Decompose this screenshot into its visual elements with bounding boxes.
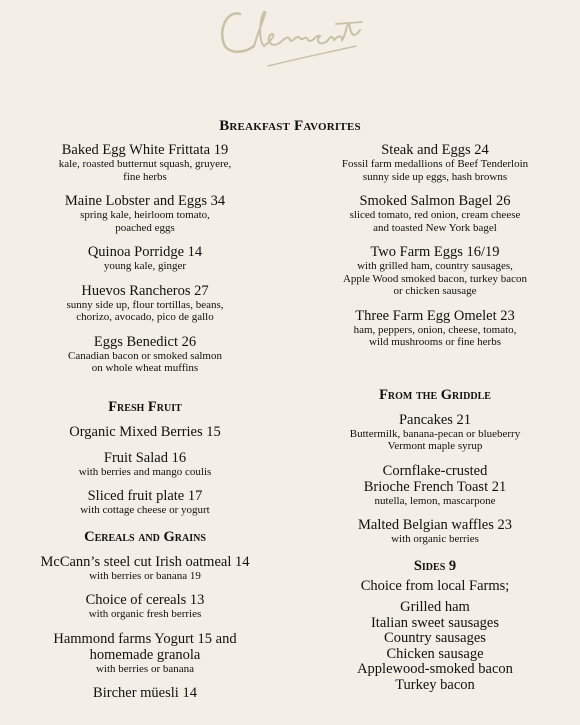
- item-desc: young kale, ginger: [103, 260, 187, 272]
- item-desc: or chicken sausage: [393, 285, 477, 297]
- item-desc: chorizo, avocado, pico de gallo: [76, 311, 214, 323]
- menu-item: [290, 308, 580, 349]
- menu-item: [0, 450, 290, 479]
- griddle-heading: From the Griddle: [379, 386, 491, 403]
- cereals-heading: Cereals and Grains: [84, 528, 206, 545]
- side-item: Country sausages: [384, 630, 486, 646]
- sides-heading: Sides 9: [413, 557, 457, 574]
- menu-item: [0, 334, 290, 375]
- menu-item: [0, 424, 290, 440]
- left-column: [0, 142, 290, 711]
- menu-item: [290, 412, 580, 453]
- side-item: Applewood-smoked bacon: [357, 661, 513, 677]
- item-name: Hammond farms Yogurt 15 and homemade granola: [53, 630, 237, 663]
- item-name: Bircher müesli 14: [93, 685, 197, 701]
- item-desc: wild mushrooms or fine herbs: [369, 336, 501, 348]
- item-desc: ham, peppers, onion, cheese, tomato,: [353, 323, 517, 336]
- item-name: Maine Lobster and Eggs 34: [64, 193, 226, 209]
- item-desc: kale, roasted butternut squash, gruyere,: [58, 158, 232, 170]
- clement-logo: [210, 0, 370, 72]
- item-name: Steak and Eggs 24: [381, 142, 489, 158]
- menu-item: [0, 631, 290, 676]
- item-desc: with berries or banana: [95, 662, 195, 675]
- item-name: Organic Mixed Berries 15: [69, 423, 221, 440]
- item-desc: with grilled ham, country sausages,: [357, 260, 513, 272]
- item-name: Three Farm Egg Omelet 23: [355, 307, 515, 324]
- item-desc: nutella, lemon, mascarpone: [374, 494, 496, 507]
- menu-item: [290, 142, 580, 183]
- item-name: Smoked Salmon Bagel 26: [359, 193, 511, 209]
- item-desc: sliced tomato, red onion, cream cheese: [349, 209, 521, 221]
- item-name: Fruit Salad 16: [103, 449, 187, 466]
- fresh-fruit-heading: Fresh Fruit: [108, 398, 182, 415]
- item-desc: with cottage cheese or yogurt: [80, 504, 210, 516]
- item-name: Cornflake-crusted Brioche French Toast 21: [363, 462, 507, 495]
- item-desc: with berries and mango coulis: [78, 465, 212, 478]
- item-desc: and toasted New York bagel: [373, 221, 497, 234]
- item-desc: Canadian bacon or smoked salmon: [68, 349, 222, 362]
- side-item: Italian sweet sausages: [370, 614, 500, 631]
- item-desc: with organic fresh berries: [88, 608, 202, 620]
- menu-item: [0, 244, 290, 273]
- menu-item: [290, 517, 580, 546]
- item-desc: Apple Wood smoked bacon, turkey bacon: [342, 272, 528, 285]
- side-item: Grilled ham: [400, 599, 470, 615]
- right-column: [290, 142, 580, 693]
- side-item: Turkey bacon: [395, 676, 475, 693]
- item-desc: Fossil farm medallions of Beef Tenderloin: [341, 158, 529, 170]
- breakfast-favorites-heading: Breakfast Favorites: [219, 118, 361, 134]
- item-desc: Vermont maple syrup: [387, 440, 483, 452]
- item-name: McCann’s steel cut Irish oatmeal 14: [40, 553, 250, 570]
- item-name: Pancakes 21: [398, 411, 472, 428]
- item-name: Baked Egg White Frittata 19: [61, 142, 229, 158]
- item-name: Sliced fruit plate 17: [87, 488, 203, 504]
- item-name: Eggs Benedict 26: [93, 333, 197, 350]
- item-desc: spring kale, heirloom tomato,: [80, 209, 210, 221]
- menu-item: [0, 592, 290, 621]
- item-desc: sunny side up, flour tortillas, beans,: [66, 298, 224, 311]
- menu-item: [0, 193, 290, 234]
- menu-item: [290, 193, 580, 234]
- item-desc: fine herbs: [123, 170, 167, 183]
- item-desc: sunny side up eggs, hash browns: [362, 170, 508, 183]
- menu-item: [290, 463, 580, 508]
- item-desc: on whole wheat muffins: [91, 362, 199, 374]
- menu-item: [0, 142, 290, 183]
- menu-item: [0, 554, 290, 583]
- item-name: Two Farm Eggs 16/19: [370, 244, 500, 260]
- item-desc: poached eggs: [115, 221, 175, 234]
- side-item: Chicken sausage: [386, 645, 484, 662]
- item-name: Choice of cereals 13: [85, 592, 205, 608]
- menu-item: [0, 283, 290, 324]
- item-desc: with berries or banana 19: [89, 569, 201, 582]
- item-name: Huevos Rancheros 27: [81, 282, 209, 299]
- menu-item: [0, 488, 290, 517]
- menu-item: [0, 685, 290, 701]
- item-name: Quinoa Porridge 14: [87, 244, 203, 260]
- item-name: Malted Belgian waffles 23: [358, 517, 512, 533]
- sides-subtitle: Choice from local Farms;: [360, 577, 510, 594]
- item-desc: Buttermilk, banana-pecan or blueberry: [349, 427, 521, 440]
- item-desc: with organic berries: [391, 533, 479, 545]
- menu-item: [290, 244, 580, 298]
